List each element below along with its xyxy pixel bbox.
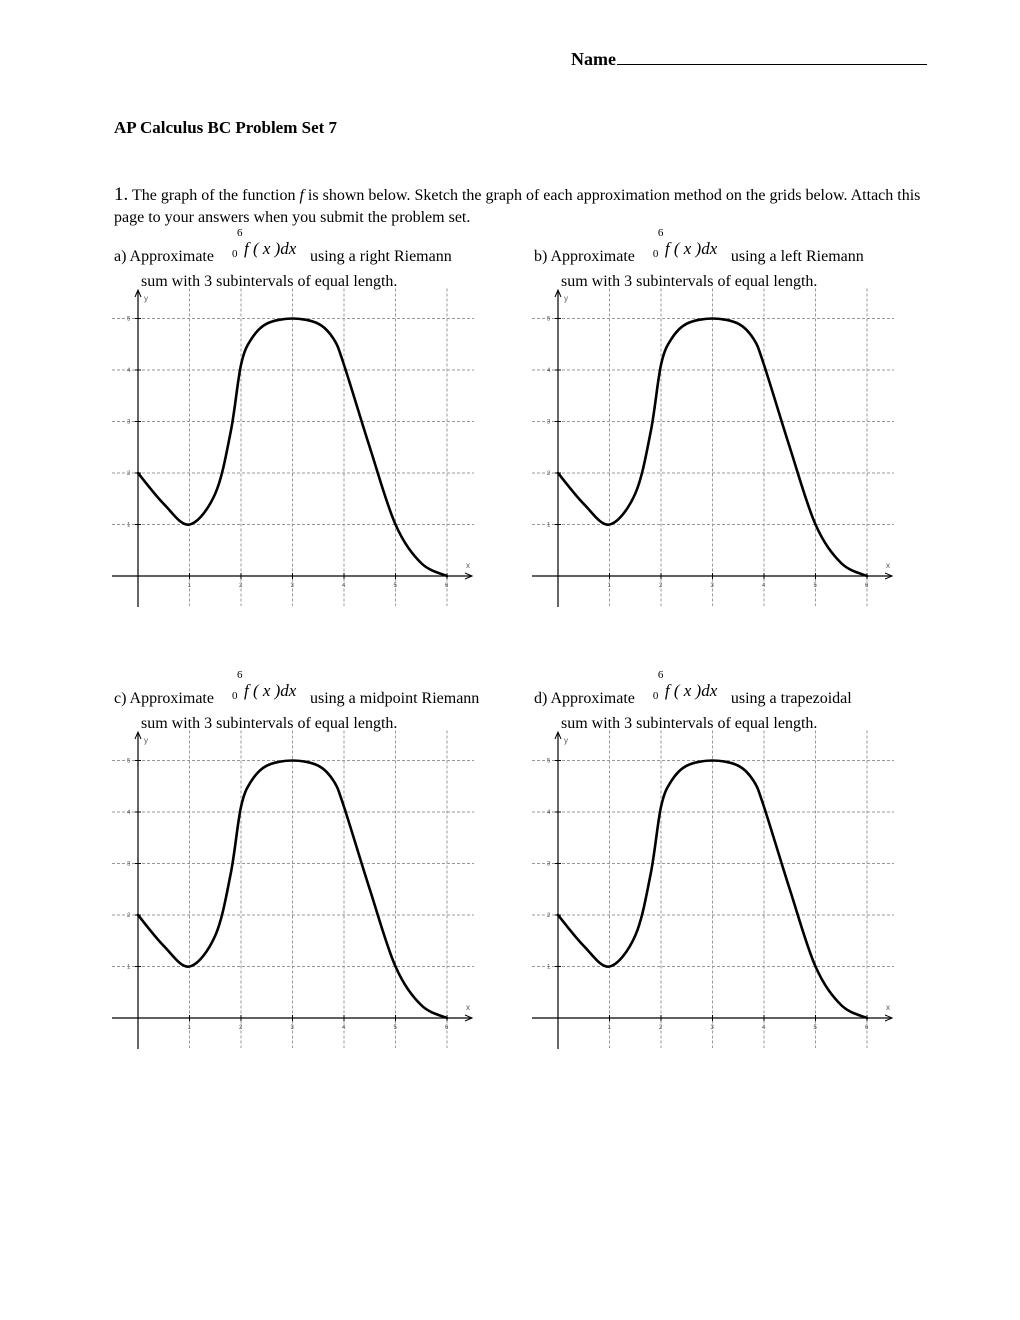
intro-text-2: is shown below. Sketch the graph of each approximation method on the grids below. Attach this page to your answers when you submit the problem set. xyxy=(114,187,921,226)
y-tick-label: 1 xyxy=(127,964,131,971)
function-graph xyxy=(532,287,894,609)
integral-expression xyxy=(639,669,731,703)
x-tick-label: 1 xyxy=(187,583,191,589)
x-tick-label: 6 xyxy=(865,583,869,589)
x-axis-label: x xyxy=(886,561,890,570)
x-tick-label: 4 xyxy=(342,583,346,589)
x-tick-label: 2 xyxy=(239,1025,243,1031)
integrand: f ( x )dx xyxy=(664,239,718,258)
integral-lower-limit: 0 xyxy=(652,248,659,260)
problem-c-prompt xyxy=(114,669,480,708)
integral-upper-limit: 6 xyxy=(236,669,243,681)
y-axis-label: y xyxy=(144,736,148,745)
x-tick-label: 1 xyxy=(607,1025,611,1031)
integrand: f ( x )dx xyxy=(664,681,718,700)
problem-d-suffix: using a trapezoidal xyxy=(730,690,852,707)
name-label: Name xyxy=(571,49,616,69)
x-tick-label: 3 xyxy=(290,583,294,589)
name-blank-line[interactable] xyxy=(617,46,927,65)
problem-d-subtext: sum with 3 subintervals of equal length. xyxy=(561,715,818,732)
graph-b[interactable] xyxy=(532,287,894,609)
x-tick-label: 2 xyxy=(239,583,243,589)
name-field xyxy=(571,46,927,70)
problem-a-subtext: sum with 3 subintervals of equal length. xyxy=(141,273,398,290)
x-axis-label: x xyxy=(466,1003,470,1012)
integral-upper-limit: 6 xyxy=(657,227,664,239)
x-tick-label: 5 xyxy=(813,583,817,589)
y-tick-label: 3 xyxy=(127,861,131,868)
problem-a-prefix: a) Approximate xyxy=(114,248,214,265)
problem-b-subtext: sum with 3 subintervals of equal length. xyxy=(561,273,818,290)
curve-f xyxy=(138,319,447,577)
problem-d-prompt xyxy=(534,669,852,708)
y-tick-label: 3 xyxy=(127,419,131,426)
y-axis-label: y xyxy=(564,294,568,303)
y-axis-label: y xyxy=(564,736,568,745)
y-tick-label: 1 xyxy=(127,522,131,529)
problem-d-prefix: d) Approximate xyxy=(534,690,635,707)
page-title: AP Calculus BC Problem Set 7 xyxy=(114,118,338,137)
integral-expression xyxy=(639,227,731,261)
y-tick-label: 3 xyxy=(547,419,551,426)
x-tick-label: 5 xyxy=(813,1025,817,1031)
x-tick-label: 2 xyxy=(659,1025,663,1031)
problem-b-suffix: using a left Riemann xyxy=(730,248,864,265)
function-graph xyxy=(112,729,474,1051)
curve-f xyxy=(138,761,447,1019)
y-tick-label: 1 xyxy=(547,522,551,529)
y-tick-label: 4 xyxy=(127,810,131,816)
problem-c-prefix: c) Approximate xyxy=(114,690,214,707)
x-tick-label: 1 xyxy=(187,1025,191,1031)
x-tick-label: 5 xyxy=(393,583,397,589)
x-tick-label: 1 xyxy=(607,583,611,589)
curve-f xyxy=(558,761,867,1019)
graph-d[interactable] xyxy=(532,729,894,1051)
integral-lower-limit: 0 xyxy=(231,690,238,702)
problem-b-prefix: b) Approximate xyxy=(534,248,635,265)
problem-intro xyxy=(114,184,926,229)
integrand: f ( x )dx xyxy=(243,239,297,258)
integral-expression xyxy=(218,227,310,261)
y-tick-label: 5 xyxy=(547,758,551,765)
x-tick-label: 3 xyxy=(710,583,714,589)
y-tick-label: 3 xyxy=(547,861,551,868)
problem-a-prompt xyxy=(114,227,452,266)
integral-upper-limit: 6 xyxy=(657,669,664,681)
x-tick-label: 3 xyxy=(710,1025,714,1031)
x-tick-label: 4 xyxy=(342,1025,346,1031)
x-tick-label: 6 xyxy=(445,583,449,589)
y-tick-label: 5 xyxy=(547,316,551,323)
curve-f xyxy=(558,319,867,577)
integral-upper-limit: 6 xyxy=(236,227,243,239)
integral-lower-limit: 0 xyxy=(231,248,238,260)
problem-c-subtext: sum with 3 subintervals of equal length. xyxy=(141,715,398,732)
graph-c[interactable] xyxy=(112,729,474,1051)
problem-c-suffix: using a midpoint Riemann xyxy=(309,690,480,707)
x-tick-label: 3 xyxy=(290,1025,294,1031)
function-graph xyxy=(112,287,474,609)
function-symbol: f xyxy=(299,187,304,204)
y-tick-label: 2 xyxy=(127,913,131,919)
x-axis-label: x xyxy=(886,1003,890,1012)
x-tick-label: 4 xyxy=(762,1025,766,1031)
x-tick-label: 2 xyxy=(659,583,663,589)
problem-b-prompt xyxy=(534,227,864,266)
y-tick-label: 4 xyxy=(127,368,131,374)
y-tick-label: 1 xyxy=(547,964,551,971)
y-tick-label: 2 xyxy=(547,471,551,477)
y-tick-label: 4 xyxy=(547,368,551,374)
x-tick-label: 5 xyxy=(393,1025,397,1031)
y-axis-label: y xyxy=(144,294,148,303)
x-axis-label: x xyxy=(466,561,470,570)
y-tick-label: 4 xyxy=(547,810,551,816)
function-graph xyxy=(532,729,894,1051)
x-tick-label: 6 xyxy=(865,1025,869,1031)
integral-expression xyxy=(218,669,310,703)
x-tick-label: 4 xyxy=(762,583,766,589)
problem-a-suffix: using a right Riemann xyxy=(309,248,452,265)
y-tick-label: 5 xyxy=(127,316,131,323)
y-tick-label: 5 xyxy=(127,758,131,765)
y-tick-label: 2 xyxy=(127,471,131,477)
y-tick-label: 2 xyxy=(547,913,551,919)
x-tick-label: 6 xyxy=(445,1025,449,1031)
integral-lower-limit: 0 xyxy=(652,690,659,702)
integrand: f ( x )dx xyxy=(243,681,297,700)
graph-a[interactable] xyxy=(112,287,474,609)
problem-number: 1. xyxy=(114,184,129,205)
intro-text-1: The graph of the function xyxy=(128,187,300,204)
